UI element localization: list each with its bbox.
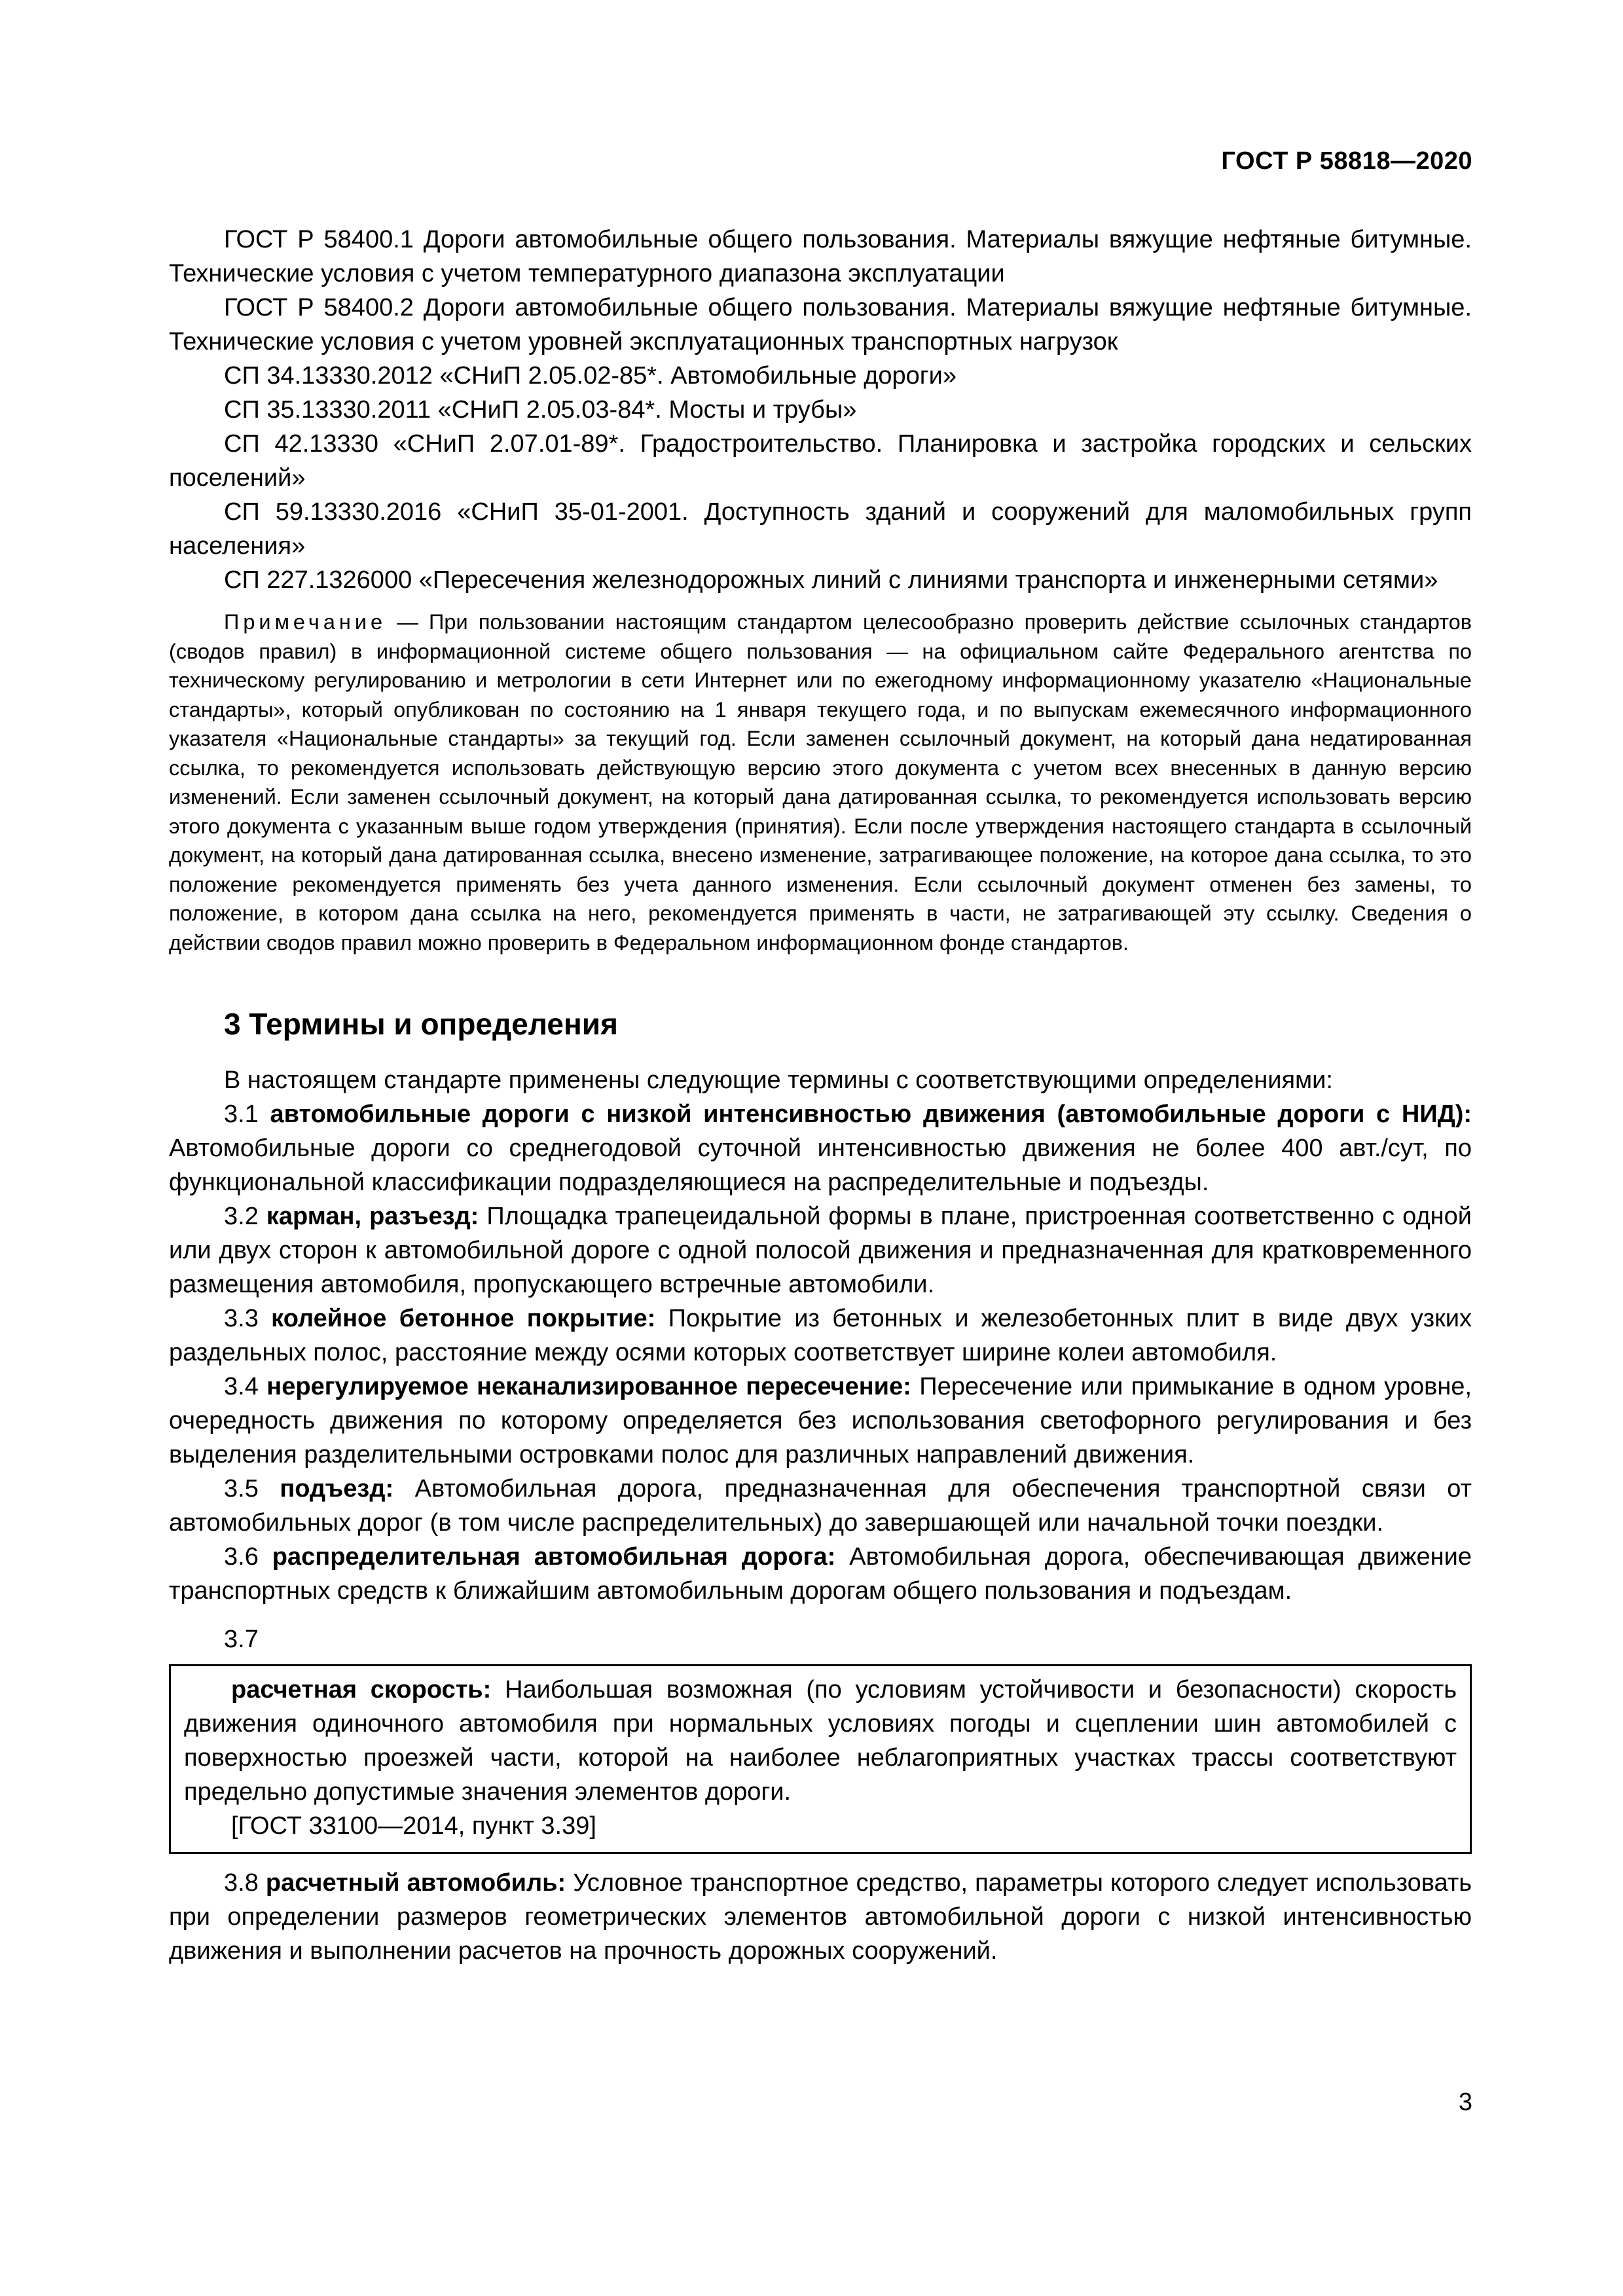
term-name: колейное бетонное покрытие: bbox=[271, 1305, 656, 1332]
term-3-7-box bbox=[169, 1664, 1472, 1854]
term-number: 3.3 bbox=[224, 1305, 259, 1332]
term-name: расчетная скорость: bbox=[231, 1676, 492, 1704]
term-3-7-number: 3.7 bbox=[224, 1626, 259, 1653]
term-name: подъезд: bbox=[280, 1475, 394, 1503]
reference-note bbox=[169, 608, 1472, 957]
term-definition: Площадка трапецеидальной формы в плане, пристроенная соответственно с одной или двух сторон к автомобильной дороге с одной полосой движения и предназначенная для кратковременного размещения автомобиля, пропускающего встречные автомобили. bbox=[169, 1203, 1472, 1298]
term-definition: Наибольшая возможная (по условиям устойчивости и безопасности) скорость движения одиночного автомобиля при нормальных условиях погоды и сцеплении шин автомобилей с поверхностью проезжей части, которой на наиболее неблагоприятных участках трассы соответствуют предельно допустимые значения элементов дороги. bbox=[184, 1676, 1457, 1806]
term-number: 3.6 bbox=[224, 1543, 259, 1571]
reference-item: ГОСТ Р 58400.1 Дороги автомобильные общего пользования. Материалы вяжущие нефтяные битумные. Технические условия с учетом температурного диапазона эксплуатации bbox=[169, 226, 1472, 287]
term-name: нерегулируемое неканализированное пересечение: bbox=[266, 1373, 911, 1400]
reference-item: СП 42.13330 «СНиП 2.07.01-89*. Градостроительство. Планировка и застройка городских и сельских поселений» bbox=[169, 430, 1472, 492]
page-number: 3 bbox=[1458, 2088, 1472, 2116]
document-body bbox=[169, 223, 1472, 1968]
note-label: Примечание bbox=[224, 610, 387, 634]
reference-item: СП 59.13330.2016 «СНиП 35-01-2001. Доступность зданий и сооружений для маломобильных групп населения» bbox=[169, 498, 1472, 560]
term-3-8 bbox=[169, 1866, 1472, 1968]
reference-item: ГОСТ Р 58400.2 Дороги автомобильные общего пользования. Материалы вяжущие нефтяные битумные. Технические условия с учетом уровней эксплуатационных транспортных нагрузок bbox=[169, 294, 1472, 355]
term-3-5 bbox=[169, 1472, 1472, 1540]
term-number: 3.4 bbox=[224, 1373, 259, 1400]
term-source: [ГОСТ 33100—2014, пункт 3.39] bbox=[231, 1812, 596, 1840]
term-3-6 bbox=[169, 1540, 1472, 1608]
term-3-1 bbox=[169, 1097, 1472, 1199]
section-intro: В настоящем стандарте применены следующие термины с соответствующими определениями: bbox=[224, 1066, 1333, 1094]
section-title: 3 Термины и определения bbox=[224, 1007, 618, 1041]
term-number: 3.8 bbox=[224, 1869, 259, 1897]
term-number: 3.1 bbox=[224, 1101, 259, 1128]
term-number: 3.5 bbox=[224, 1475, 259, 1503]
term-name: расчетный автомобиль: bbox=[265, 1869, 566, 1897]
term-definition: Автомобильная дорога, обеспечивающая движение транспортных средств к ближайшим автомобильным дорогам общего пользования и подъездам. bbox=[169, 1543, 1472, 1605]
term-number: 3.2 bbox=[224, 1203, 259, 1230]
term-name: карман, разъезд: bbox=[266, 1203, 479, 1230]
reference-item: СП 35.13330.2011 «СНиП 2.05.03-84*. Мосты и трубы» bbox=[224, 396, 857, 424]
term-definition: Автомобильные дороги со среднегодовой суточной интенсивностью движения не более 400 авт./сут, по функциональной классификации подразделяющиеся на распределительные и подъезды. bbox=[169, 1135, 1472, 1196]
term-3-2 bbox=[169, 1199, 1472, 1302]
term-definition: Пересечение или примыкание в одном уровне, очередность движения по которому определяется без использования светофорного регулирования и без выделения разделительными островками полос для различных направлений движения. bbox=[169, 1373, 1472, 1468]
term-name: распределительная автомобильная дорога: bbox=[272, 1543, 836, 1571]
term-definition: Условное транспортное средство, параметры которого следует использовать при определении размеров геометрических элементов автомобильной дороги с низкой интенсивностью движения и выполнении расчетов на прочность дорожных сооружений. bbox=[169, 1869, 1472, 1965]
term-3-3 bbox=[169, 1302, 1472, 1370]
term-3-7 bbox=[184, 1673, 1457, 1809]
term-3-4 bbox=[169, 1370, 1472, 1472]
document-id-header: ГОСТ Р 58818—2020 bbox=[1221, 147, 1472, 175]
reference-item: СП 34.13330.2012 «СНиП 2.05.02-85*. Автомобильные дороги» bbox=[224, 362, 957, 390]
term-definition: Автомобильная дорога, предназначенная для обеспечения транспортной связи от автомобильных дорог (в том числе распределительных) до завершающей или начальной точки поездки. bbox=[169, 1475, 1472, 1537]
note-text: — При пользовании настоящим стандартом целесообразно проверить действие ссылочных стандартов (сводов правил) в информационной системе общего пользования — на официальном сайте Федерального агентства по техническому регулированию и метрологии в сети Интернет или по ежегодному информационному указателю «Национальные стандарты», который опубликован по состоянию на 1 января текущего года, и по выпускам ежемесячного информационного указателя «Национальные стандарты» за текущий год. Если заменен ссылочный документ, на который дана недатированная ссылка, то рекомендуется использовать действующую версию этого документа с учетом всех внесенных в данную версию изменений. Если заменен ссылочный документ, на который дана датированная ссылка, то рекомендуется использовать версию этого документа с указанным выше годом утверждения (принятия). Если после утверждения настоящего стандарта в ссылочный документ, на который дана датированная ссылка, внесено изменение, затрагивающее положение, на которое дана ссылка, то это положение рекомендуется применять без учета данного изменения. Если ссылочный документ отменен без замены, то положение, в котором дана ссылка на него, рекомендуется применять в части, не затрагивающей эту ссылку. Сведения о действии сводов правил можно проверить в Федеральном информационном фонде стандартов. bbox=[169, 610, 1472, 955]
term-name: автомобильные дороги с низкой интенсивностью движения (автомобильные дороги с НИД): bbox=[270, 1101, 1472, 1128]
reference-item: СП 227.1326000 «Пересечения железнодорожных линий с линиями транспорта и инженерными сетями» bbox=[224, 566, 1438, 594]
term-definition: Покрытие из бетонных и железобетонных плит в виде двух узких раздельных полос, расстояние между осями которых соответствует ширине колеи автомобиля. bbox=[169, 1305, 1472, 1366]
